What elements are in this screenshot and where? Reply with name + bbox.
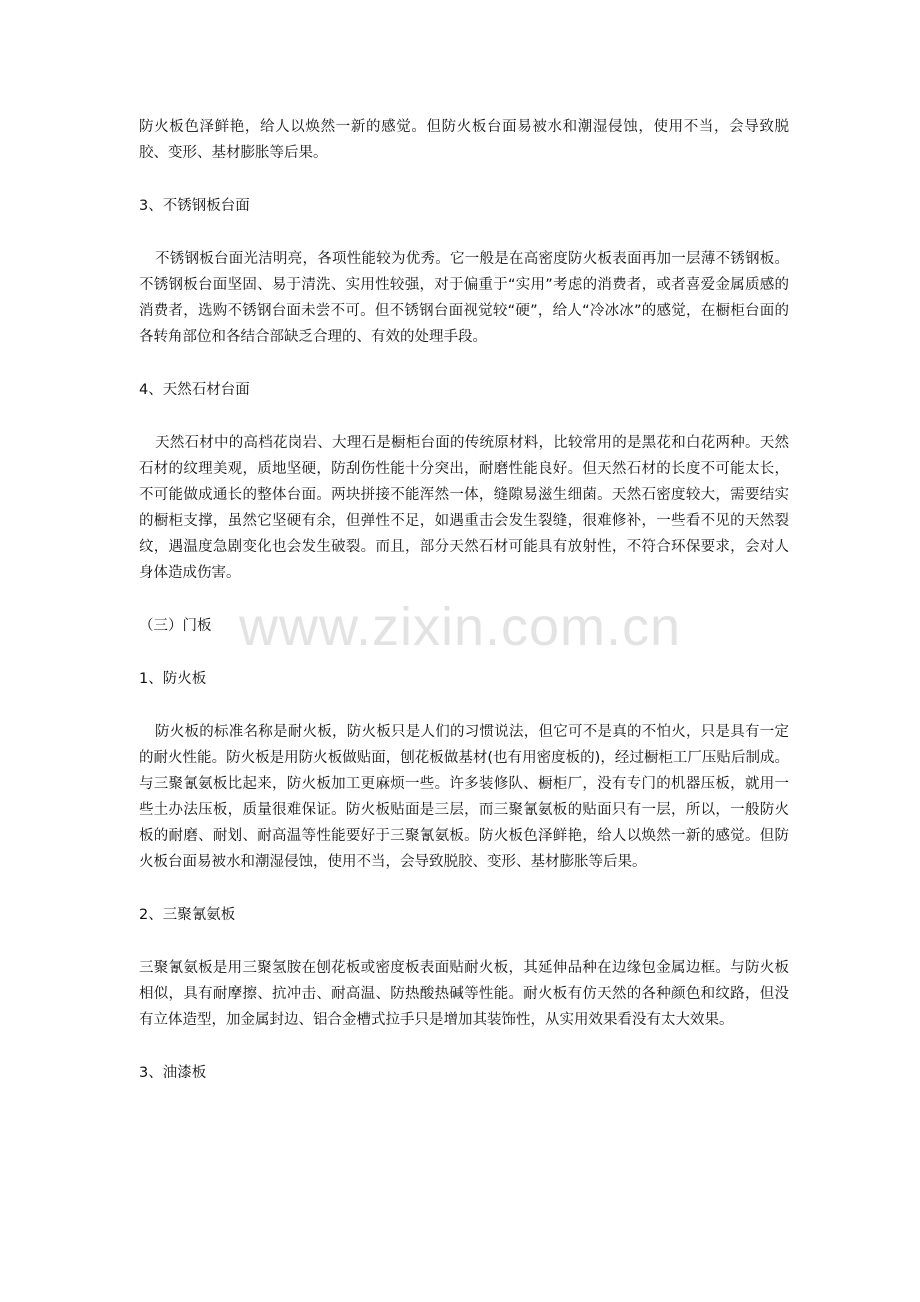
heading-natural-stone-countertop: 4、天然石材台面 (139, 382, 250, 398)
paragraph-fireproof-board-continued: 防火板色泽鲜艳，给人以焕然一新的感觉。但防火板台面易被水和潮湿侵蚀，使用不当，会导致脱胶、变形、基材膨胀等后果。 (139, 119, 789, 161)
document-body (139, 114, 789, 1086)
paragraph-melamine-board: 三聚氰氨板是用三聚氢胺在刨花板或密度板表面贴耐火板，其延伸品种在边缘包金属边框。与防火板相似，具有耐摩擦、抗冲击、耐高温、防热酸热碱等性能。耐火板有仿天然的各种颜色和纹路，但没有立体造型，加金属封边、铝合金槽式拉手只是增加其装饰性，从实用效果看没有太大效果。 (139, 960, 789, 1028)
paragraph-fireproof-board: 防火板的标准名称是耐火板，防火板只是人们的习惯说法，但它可不是真的不怕火，只是具有一定的耐火性能。防火板是用防火板做贴面，刨花板做基材(也有用密度板的)，经过橱柜工厂压贴后制成。与三聚氰氨板比起来，防火板加工更麻烦一些。许多装修队、橱柜厂，没有专门的机器压板，就用一些土办法压板，质量很难保证。防火板贴面是三层，而三聚氰氨板的贴面只有一层，所以，一般防火板的耐磨、耐划、耐高温等性能要好于三聚氰氨板。防火板色泽鲜艳，给人以焕然一新的感觉。但防火板台面易被水和潮湿侵蚀，使用不当，会导致脱胶、变形、基材膨胀等后果。 (139, 724, 789, 870)
heading-lacquer-board: 3、油漆板 (139, 1065, 207, 1081)
heading-stainless-steel-countertop: 3、不锈钢板台面 (139, 198, 250, 214)
paragraph-natural-stone-countertop: 天然石材中的高档花岗岩、大理石是橱柜台面的传统原材料，比较常用的是黑花和白花两种。天然石材的纹理美观，质地坚硬，防刮伤性能十分突出，耐磨性能良好。但天然石材的长度不可能太长，不可能做成通长的整体台面。两块拼接不能浑然一体，缝隙易滋生细菌。天然石密度较大，需要结实的橱柜支撑，虽然它坚硬有余，但弹性不足，如遇重击会发生裂缝，很难修补，一些看不见的天然裂纹，遇温度急剧变化也会发生破裂。而且，部分天然石材可能具有放射性，不符合环保要求，会对人身体造成伤害。 (139, 435, 789, 581)
heading-door-panels-section: （三）门板 (139, 618, 212, 634)
paragraph-stainless-steel-countertop: 不锈钢板台面光洁明亮，各项性能较为优秀。它一般是在高密度防火板表面再加一层薄不锈钢板。不锈钢板台面坚固、易于清洗、实用性较强，对于偏重于“实用”考虑的消费者，或者喜爱金属质感的消费者，选购不锈钢台面未尝不可。但不锈钢台面视觉较“硬”，给人“冷冰冰”的感觉，在橱柜台面的各转角部位和各结合部缺乏合理的、有效的处理手段。 (139, 251, 789, 345)
heading-melamine-board: 2、三聚氰氨板 (139, 907, 236, 923)
heading-fireproof-board: 1、防火板 (139, 671, 207, 687)
watermark-text: www.zixin.com.cn (238, 597, 682, 657)
